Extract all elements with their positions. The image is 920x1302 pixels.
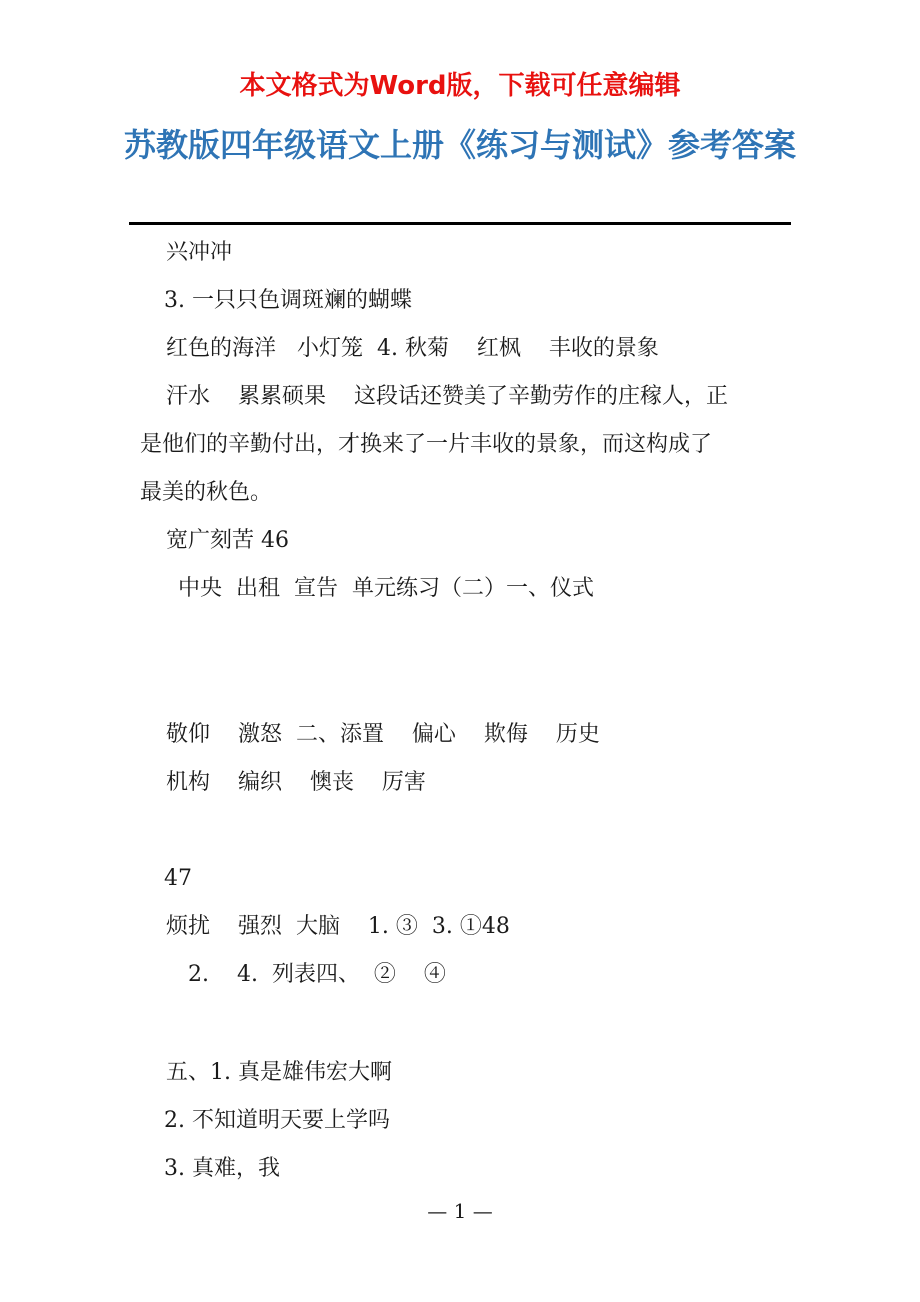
answer-line: 3. 真难，我 — [164, 1156, 280, 1181]
answer-line: 红色的海洋 小灯笼 4. 秋菊 红枫 丰收的景象 — [166, 336, 659, 361]
answer-line: 2. 4. 列表四、 ② ④ — [188, 962, 446, 987]
document-title: 苏教版四年级语文上册《练习与测试》参考答案 — [123, 126, 796, 164]
answer-line: 五、1. 真是雄伟宏大啊 — [166, 1060, 392, 1085]
answer-line: 宽广刻苦 46 — [166, 528, 289, 553]
page-number: — 1 — — [427, 1199, 493, 1223]
answer-line: 是他们的辛勤付出，才换来了一片丰收的景象，而这构成了 — [140, 432, 713, 457]
answer-line: 敬仰 激怒 二、添置 偏心 欺侮 历史 — [166, 722, 600, 747]
answer-line: 烦扰 强烈 大脑 1. ③ 3. ①48 — [166, 914, 510, 939]
answer-line: 汗水 累累硕果 这段话还赞美了辛勤劳作的庄稼人，正 — [166, 384, 728, 409]
answer-line: 最美的秋色。 — [140, 480, 273, 505]
answer-line: 2. 不知道明天要上学吗 — [164, 1108, 390, 1133]
answer-line: 47 — [164, 866, 192, 891]
answer-line: 中央 出租 宣告 单元练习（二）一、仪式 — [178, 576, 594, 601]
answer-line: 3. 一只只色调斑斓的蝴蝶 — [164, 288, 412, 313]
answer-line: 兴冲冲 — [166, 240, 233, 265]
title-divider — [129, 222, 791, 225]
word-format-banner: 本文格式为Word版，下载可任意编辑 — [239, 71, 681, 101]
answer-line: 机构 编织 懊丧 厉害 — [166, 770, 426, 795]
